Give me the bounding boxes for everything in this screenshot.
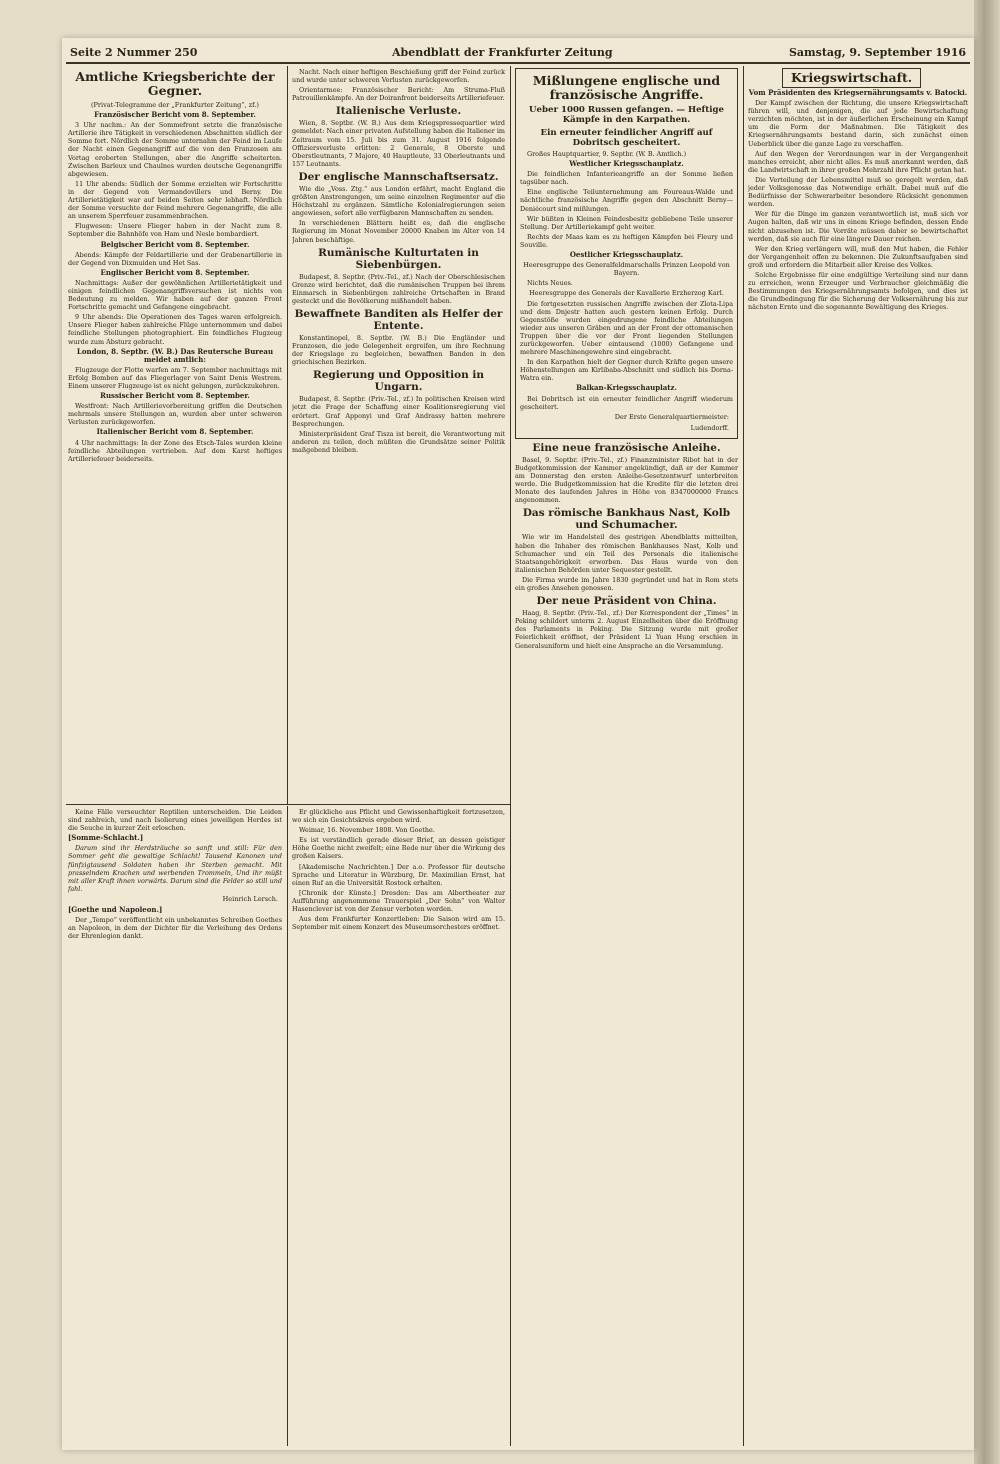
book-spine-edge bbox=[974, 0, 1000, 1464]
paragraph: Der Kampf zwischen der Richtung, die unsere Kriegswirtschaft führen will, und denjenigen, die auf jede Bewirtschaftung verzichten möchten, ist in der äußerlichen Erscheinung ein Kampf um die Form der Maßnahmen. Die Tätigkeit des Kriegsernährungsamts bestand darin, sich zunächst einen Ueberblick über die ganze Lage zu verschaffen. bbox=[748, 99, 968, 148]
paragraph: Nacht. Nach einer heftigen Beschießung griff der Feind zurück und wurde unter schweren Verlusten zurückgeworfen. bbox=[292, 68, 505, 85]
article-heading: Rumänische Kulturtaten in Siebenbürgen. bbox=[318, 246, 479, 271]
paragraph: Solche Ergebnisse für eine endgültige Verteilung sind nur dann zu erreichen, wenn Erzeuger und Verbraucher gleichmäßig die Bestimmungen des Kriegsernährungsamts befolgen, und dies ist die Grundbedingung für die Sicherung der Volksernährung bis zur nächsten Ernte und die sogenannte Bewältigung des Krieges. bbox=[748, 270, 968, 312]
paragraph: Wien, 8. Septbr. (W. B.) Aus dem Kriegspressequartier wird gemeldet: Nach einer privaten Aufstellung haben die Italiener im Zeitraum vom 15. Juli bis zum 31. August 1916 folgende Offiziersverluste erlitten: 2 Generale, 8 Oberste und Oberstleutnants, 7 Majore, 40 Hauptleute, 33 Oberleutnants und 157 Leutnants. bbox=[292, 119, 505, 168]
article-title: Amtliche Kriegsberichte der Gegner. bbox=[75, 69, 275, 98]
paragraph: Wie die „Voss. Ztg.“ aus London erfährt, macht England die größten Anstrengungen, um seine einzelnen Regimenter auf die Höchstzahl zu ergänzen. Sämtliche Kolonialregierungen seien angewiesen, sofort alle verfügbaren Mannschaften zu senden. bbox=[292, 184, 505, 218]
article-heading: Eine neue französische Anleihe. bbox=[532, 441, 721, 454]
column-3 bbox=[515, 68, 738, 1444]
article-heading: Bewaffnete Banditen als Helfer der Entente. bbox=[294, 307, 503, 332]
signature-name: Ludendorff. bbox=[690, 423, 729, 432]
article-heading: Der englische Mannschaftsersatz. bbox=[298, 170, 499, 183]
paragraph: Die feindlichen Infanterieangriffe an der Somme ließen tagsüber nach. bbox=[520, 170, 733, 187]
section-heading: Russischer Bericht vom 8. September. bbox=[100, 391, 250, 401]
subheading: Heeresgruppe des Generalfeldmarschalls Prinzen Leopold von Bayern. bbox=[523, 261, 730, 278]
paragraph: Basel, 9. Septbr. (Priv.-Tel., zf.) Finanzminister Ribot hat in der Budgetkommission der Kammer angekündigt, daß er der Kammer am Donnerstag den ersten Anleihe-Gesetzentwurf unterbreiten werde. Die Budgetkommission hat die Kredite für die letzten drei Monate des laufenden Jahres in Höhe von 8347000000 Francs angenommen. bbox=[515, 455, 738, 505]
newspaper-page bbox=[62, 38, 974, 1450]
paragraph: Westfront: Nach Artillerievorbereitung griffen die Deutschen mehrmals unsere Stellungen an, wurden aber unter schweren Verlusten zurückgeworfen. bbox=[68, 402, 282, 427]
paragraph: Die Verteilung der Lebensmittel muß so geregelt werden, daß jeder Volksgenosse das Notwendige erhält. Dabei muß auf die Bedürfnisse der Schwerarbeiter besondere Rücksicht genommen werden. bbox=[748, 175, 968, 209]
paragraph: 4 Uhr nachmittags: In der Zone des Etsch-Tales wurden kleine feindliche Abteilungen vertrieben. Auf dem Karst heftiges Artilleriefeuer beiderseits. bbox=[68, 438, 282, 463]
article-heading: Das römische Bankhaus Nast, Kolb und Schumacher. bbox=[522, 507, 731, 532]
paragraph: Abends: Kämpfe der Feldartillerie und der Grabenartillerie in der Gegend von Dixmuiden und Het Sas. bbox=[68, 250, 282, 267]
paragraph: Eine englische Teilunternehmung am Foureaux-Walde und nächtliche französische Angriffe gegen den Abschnitt Berny—Deniécourt sind mißlungen. bbox=[520, 188, 733, 213]
paragraph: Er glückliche aus Pflicht und Gewissenhaftigkeit fortzusetzen, wo sich ein Gesichtskreis ergeben wird. bbox=[292, 808, 505, 825]
paragraph: Nachmittags: Außer der gewöhnlichen Artillerietätigkeit und einigen feindlichen Gegenangriffsversuchen ist nichts von Bedeutung zu melden. Wir haben auf der ganzen Front Fortschritte gemacht und Gefangene eingebracht. bbox=[68, 278, 282, 312]
paragraph: Nichts Neues. bbox=[527, 279, 573, 288]
paragraph: Auf den Wegen der Verordnungen war in der Vergangenheit manches erreicht, aber nicht alles. Es muß anerkannt werden, daß die Landwirtschaft in ihrer großen Mehrzahl ihre Pflicht getan hat. bbox=[748, 149, 968, 174]
article-title: Mißlungene englische und französische Angriffe. bbox=[532, 73, 721, 102]
paragraph: In den Karpathen hielt der Gegner durch Kräfte gegen unsere Höhenstellungen am Kirlibaba-Abschnitt und südlich bis Dorna-Watra ein. bbox=[520, 358, 733, 383]
section-heading: Balkan-Kriegsschauplatz. bbox=[576, 383, 677, 393]
section-heading: Oestlicher Kriegsschauplatz. bbox=[569, 250, 684, 260]
column-rule bbox=[743, 66, 744, 1446]
paragraph: Keine Fälle verseuchter Reptilien unterscheiden. Die Leiden sind zahlreich, und nach Isolierung eines jeweiligen Herdes ist die Seuche in kurzer Zeit erloschen. bbox=[68, 808, 282, 833]
poem-text: Darum sind ihr Herdsträuche so sanft und still: Für den Sommer geht die gewaltige Schlacht! Tausend Kanonen und fünfzigtausend Soldaten haben ihr Sterben gemacht. Mit prasselndem Krachen und werbenden Trommeln, Und ihr müßt mit aller Kraft ihnen vorwärts. Darum sind die Felder so still und fahl. bbox=[68, 844, 282, 893]
section-heading: Belgischer Bericht vom 8. September. bbox=[100, 239, 250, 249]
feuilleton-middle bbox=[292, 808, 505, 1444]
paragraph: [Chronik der Künste.] Dresden: Das am Albertheater zur Aufführung angenommene Trauerspiel „Der Sohn“ von Walter Hasenclever ist von der Zensur verboten worden. bbox=[292, 888, 505, 914]
dateline: Großes Hauptquartier, 9. Septbr. (W. B. Amtlich.) bbox=[527, 150, 687, 158]
paragraph: Aus dem Frankfurter Konzertleben: Die Saison wird am 15. September mit einem Konzert des Museumsorchesters eröffnet. bbox=[292, 915, 505, 932]
paragraph: Flugwesen: Unsere Flieger haben in der Nacht zum 8. September die Bahnhöfe von Ham und Nesle bombardiert. bbox=[68, 222, 282, 239]
feuilleton-left bbox=[68, 808, 282, 1444]
paragraph: [Akademische Nachrichten.] Der a.o. Professor für deutsche Sprache und Literatur in Würzburg, Dr. Maximilian Ernst, hat einen Ruf an die Universität Rostock erhalten. bbox=[292, 862, 505, 887]
signature-line: Der Erste Generalquartiermeister: bbox=[614, 412, 729, 421]
article-subtitle: (Privat-Telegramme der „Frankfurter Zeitung“, zf.) bbox=[91, 101, 259, 109]
column-1 bbox=[68, 68, 282, 802]
paragraph: Es ist verständlich gerade dieser Brief, an dessen geistiger Höhe Goethe nicht zweifelt; eine Rede nur über die Wirkung des großen Kaisers. bbox=[292, 836, 505, 861]
title-box bbox=[782, 68, 921, 88]
newspaper-name: Abendblatt der Frankfurter Zeitung bbox=[392, 46, 613, 59]
dateline: Weimar, 16. November 1808. Von Goethe. bbox=[299, 826, 435, 835]
paragraph: Rechts der Maas kam es zu heftigen Kämpfen bei Fleury und Souville. bbox=[520, 232, 733, 249]
article-heading: [Goethe und Napoleon.] bbox=[68, 905, 163, 915]
paragraph: Wer für die Dinge im ganzen verantwortlich ist, muß sich vor Augen halten, daß wir uns in einem Kriege befinden, dessen Ende nicht abzusehen ist. Die Vorräte müssen daher so bewirtschaftet werden, daß sie auch für eine längere Dauer reichen. bbox=[748, 210, 968, 243]
paragraph: Orientarmee: Französischer Bericht: Am Struma-Fluß Patrouillenkämpfe. An der Doiranfront beiderseits Artilleriefeuer. bbox=[292, 86, 505, 103]
paragraph: Die Firma wurde im Jahre 1830 gegründet und hat in Rom stets ein großes Ansehen genossen. bbox=[515, 575, 738, 593]
paragraph: Haag, 8. Septbr. (Priv.-Tel., zf.) Der Korrespondent der „Times“ in Peking schildert unterm 2. August Einzelheiten über die Eröffnung des Parlaments in Peking. Die Sitzung wurde mit großer Feierlichkeit eröffnet, der Präsident Li Yuan Hung erschien in Generalsuniform und hielt eine Ansprache an die Versammlung. bbox=[515, 609, 738, 650]
section-heading: Italienischer Bericht vom 8. September. bbox=[96, 427, 254, 437]
paragraph: Wer den Krieg verlängern will, muß den Mut haben, die Fehler der Vergangenheit offen zu bekennen. Die Zukunftsaufgaben sind groß und erfordern die Mitarbeit aller Kreise des Volkes. bbox=[748, 244, 968, 269]
paragraph: Budapest, 8. Septbr. (Priv.-Tel., zf.) Nach der Oberschlesischen Grenze wird berichtet, daß die rumänischen Truppen bei ihrem Einmarsch in Siebenbürgen zahlreiche Ortschaften in Brand gesteckt und die Bevölkerung mißhandelt haben. bbox=[292, 272, 505, 305]
section-rule bbox=[66, 804, 510, 805]
subheading: Heeresgruppe des Generals der Kavallerie Erzherzog Karl. bbox=[529, 289, 724, 298]
paragraph: Konstantinopel, 8. Septbr. (W. B.) Die Engländer und Franzosen, die jede Gelegenheit ergreifen, um ihre Rechnung der Kriegslage zu begleichen, bewaffnen Banden in den griechischen Bezirken. bbox=[292, 333, 505, 367]
column-rule bbox=[510, 66, 511, 1446]
paragraph: Budapest, 8. Septbr. (Priv.-Tel., zf.) In politischen Kreisen wird jetzt die Frage der Schaffung einer Koalitionsregierung viel erörtert. Graf Apponyi und Graf Andrassy hatten mehrere Besprechungen. bbox=[292, 395, 505, 428]
article-subtitle: Ein erneuter feindlicher Angriff auf Dobritsch gescheitert. bbox=[540, 128, 713, 148]
paragraph: Flugzeuge der Flotte warfen am 7. September nachmittags mit Erfolg Bomben auf das Fliegerlager von Saint Denis Westrem. Einem unserer Flugzeuge ist es nicht gelungen, zurückzukehren. bbox=[68, 365, 282, 390]
paragraph: Ministerpräsident Graf Tisza ist bereit, die Verantwortung mit anderen zu teilen, doch müßten die Grundsätze seiner Politik maßgebend bleiben. bbox=[292, 429, 505, 454]
paragraph: 11 Uhr abends: Südlich der Somme erzielten wir Fortschritte in der Gegend von Vermandovillers und Berny. Die Artillerietätigkeit war auf beiden Seiten sehr lebhaft. Nördlich der Somme versuchte der Feind mehrere Gegenangriffe, die alle an unserem Sperrfeuer zusammenbrachen. bbox=[68, 179, 282, 221]
paragraph: In verschiedenen Blättern heißt es, daß die englische Regierung im Monat November 20000 Knaben im Alter von 14 Jahren beschäftige. bbox=[292, 219, 505, 244]
paragraph: 9 Uhr abends: Die Operationen des Tages waren erfolgreich. Unsere Flieger haben zahlreiche Flüge unternommen und dabei feindliche Stellungen photographiert. Ein feindliches Flugzeug wurde zum Absturz gebracht. bbox=[68, 313, 282, 346]
scan-margin-left bbox=[0, 0, 62, 1464]
paragraph: Der „Tempo“ veröffentlicht ein unbekanntes Schreiben Goethes an Napoleon, in dem der Dichter für die Verleihung des Ordens der Ehrenlegion dankt. bbox=[68, 916, 282, 941]
paragraph: Bei Dobritsch ist ein erneuter feindlicher Angriff wiederum gescheitert. bbox=[520, 394, 733, 411]
section-heading: Westlicher Kriegsschauplatz. bbox=[569, 159, 684, 169]
paragraph: Wir büßten in Kleinen Feindesbesitz gebliebene Teile unserer Stellung. Der Artilleriekampf geht weiter. bbox=[520, 214, 733, 231]
article-subtitle: Ueber 1000 Russen gefangen. — Heftige Kämpfe in den Karpathen. bbox=[529, 105, 724, 125]
poem-author: Heinrich Lersch. bbox=[222, 894, 278, 903]
column-rule bbox=[287, 66, 288, 804]
column-2 bbox=[292, 68, 505, 802]
page-number: Seite 2 Nummer 250 bbox=[70, 46, 198, 59]
section-heading: Englischer Bericht vom 8. September. bbox=[100, 267, 250, 277]
article-heading: Der neue Präsident von China. bbox=[536, 595, 717, 608]
paragraph: Wie wir im Handelsteil des gestrigen Abendblatts mitteilten, haben die Inhaber des römischen Bankhauses Nast, Kolb und Schumacher und ein Teil des Personals die italienische Staatsangehörigkeit erworben. Das Haus wurde von den italienischen Behörden unter Sequester gestellt. bbox=[515, 533, 738, 574]
issue-date: Samstag, 9. September 1916 bbox=[788, 46, 966, 59]
masthead-rule bbox=[66, 62, 970, 64]
section-heading: Französischer Bericht vom 8. September. bbox=[94, 110, 256, 120]
article-heading: Italienische Verluste. bbox=[335, 105, 462, 118]
paragraph: 3 Uhr nachm.: An der Sommefront setzte die französische Artillerie ihre Tätigkeit in verschiedenen Abschnitten südlich der Somme fort. Nördlich der Somme unternahm der Feind im Laufe der Nacht einen Gegenangriff auf die von den Franzosen am Vortag eroberten Stellungen, aber die Angriffe scheiterten. Zwischen Barleux und Chaulnes wurden deutsche Gegenangriffe abgewiesen. bbox=[68, 121, 282, 178]
article-subtitle: Vom Präsidenten des Kriegsernährungsamts v. Batocki. bbox=[748, 88, 968, 97]
paragraph: Die fortgesetzten russischen Angriffe zwischen der Zlota-Lipa und dem Dnjestr hatten auch gestern keinen Erfolg. Durch Gegenstöße wurden eingedrungene feindliche Abteilungen wieder aus unseren Gräben und an der Front der ottomanischen Truppen über die vor der Front liegenden Stellungen zurückgeworfen. Ueber eintausend (1000) Gefangene und mehrere Maschinengewehre sind eingebracht. bbox=[520, 299, 733, 357]
section-heading: London, 8. Septbr. (W. B.) Das Reutersche Bureau meldet amtlich: bbox=[76, 346, 274, 364]
article-heading: Regierung und Opposition in Ungarn. bbox=[313, 369, 484, 394]
article-title: Kriegswirtschaft. bbox=[791, 70, 913, 85]
war-report-box bbox=[515, 68, 738, 439]
poem-title: [Somme-Schlacht.] bbox=[68, 833, 144, 843]
column-rule bbox=[287, 806, 288, 1446]
column-4 bbox=[748, 68, 968, 1444]
